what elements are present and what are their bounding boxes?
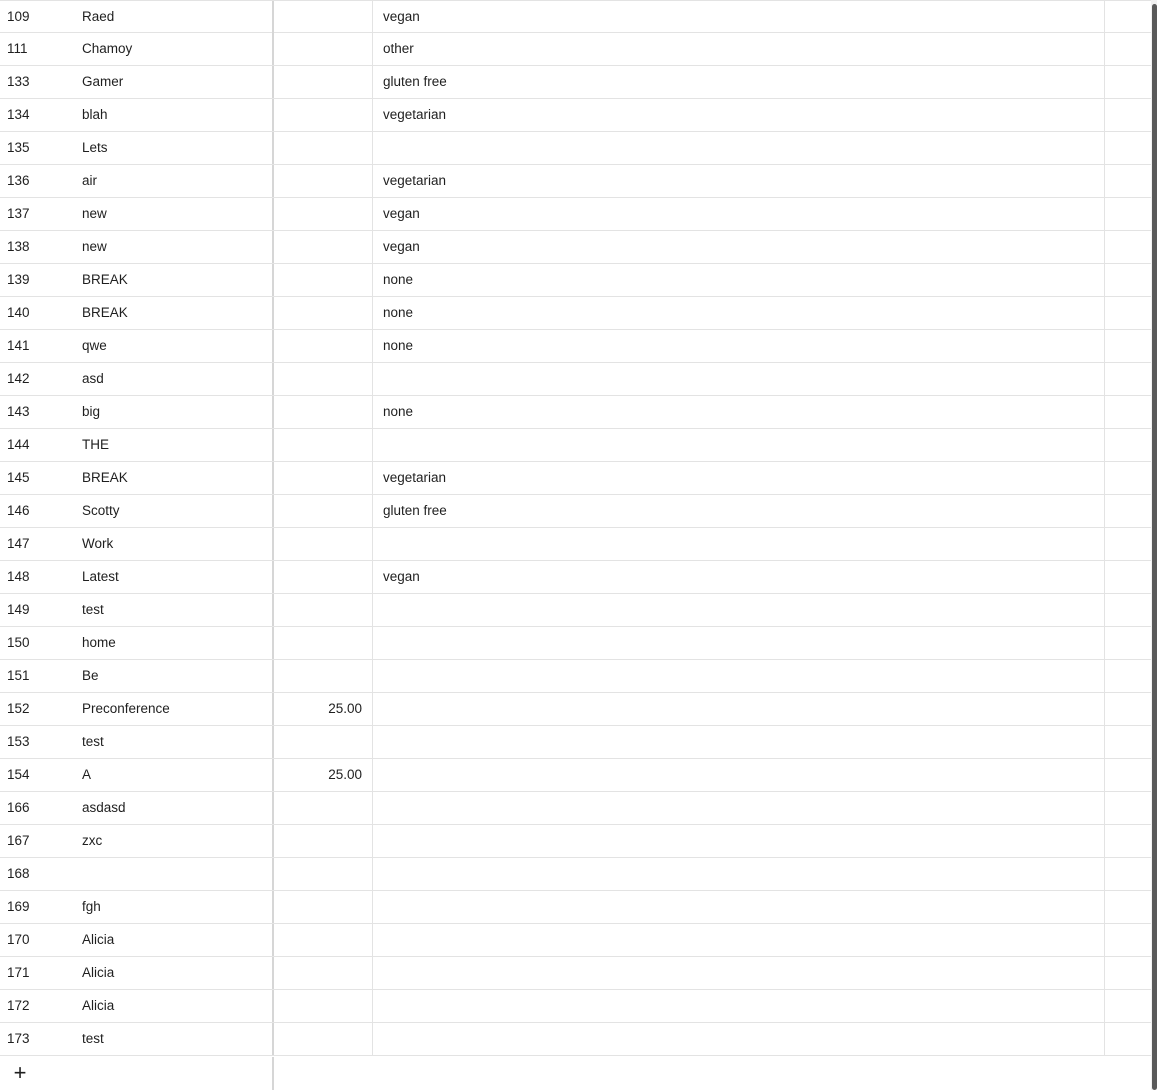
diet-cell[interactable]: gluten free — [372, 495, 1104, 527]
extra-cell[interactable] — [1104, 264, 1151, 296]
name-cell[interactable]: test — [82, 1031, 104, 1046]
extra-cell[interactable] — [1104, 561, 1151, 593]
extra-cell[interactable] — [1104, 429, 1151, 461]
id-cell[interactable]: 141 — [7, 338, 30, 353]
diet-cell[interactable] — [372, 957, 1104, 989]
id-cell[interactable]: 151 — [7, 668, 30, 683]
table-row[interactable] — [0, 363, 1151, 396]
table-row[interactable] — [0, 990, 1151, 1023]
id-cell[interactable]: 109 — [7, 9, 30, 24]
table-row[interactable] — [0, 924, 1151, 957]
name-cell[interactable]: home — [82, 635, 116, 650]
table-row[interactable] — [0, 792, 1151, 825]
id-cell[interactable]: 143 — [7, 404, 30, 419]
id-cell[interactable]: 137 — [7, 206, 30, 221]
diet-cell[interactable] — [372, 660, 1104, 692]
name-cell[interactable]: blah — [82, 107, 108, 122]
name-cell[interactable]: Scotty — [82, 503, 120, 518]
table-row[interactable] — [0, 1023, 1151, 1056]
extra-cell[interactable] — [1104, 363, 1151, 395]
id-cell[interactable]: 133 — [7, 74, 30, 89]
id-cell[interactable]: 168 — [7, 866, 30, 881]
name-cell[interactable]: big — [82, 404, 101, 419]
id-cell[interactable]: 149 — [7, 602, 30, 617]
extra-cell[interactable] — [1104, 924, 1151, 956]
table-row[interactable] — [0, 231, 1151, 264]
extra-cell[interactable] — [1104, 594, 1151, 626]
diet-cell[interactable] — [372, 528, 1104, 560]
id-cell[interactable]: 171 — [7, 965, 30, 980]
table-row[interactable] — [0, 66, 1151, 99]
name-cell[interactable]: A — [82, 767, 92, 782]
diet-cell[interactable]: vegan — [372, 231, 1104, 263]
name-cell[interactable]: Alicia — [82, 965, 115, 980]
price-cell[interactable] — [272, 891, 372, 923]
table-row[interactable] — [0, 561, 1151, 594]
id-cell[interactable]: 145 — [7, 470, 30, 485]
id-cell[interactable]: 146 — [7, 503, 30, 518]
price-cell[interactable] — [272, 924, 372, 956]
price-cell[interactable] — [272, 726, 372, 758]
diet-cell[interactable]: none — [372, 330, 1104, 362]
table-row[interactable] — [0, 726, 1151, 759]
price-cell[interactable] — [272, 99, 372, 131]
extra-cell[interactable] — [1104, 627, 1151, 659]
price-cell[interactable] — [272, 561, 372, 593]
price-cell[interactable] — [272, 627, 372, 659]
diet-cell[interactable] — [372, 1023, 1104, 1055]
id-cell[interactable]: 134 — [7, 107, 30, 122]
diet-cell[interactable] — [372, 825, 1104, 857]
name-cell[interactable]: Work — [82, 536, 114, 551]
table-row[interactable] — [0, 132, 1151, 165]
extra-cell[interactable] — [1104, 858, 1151, 890]
table-row[interactable] — [0, 0, 1151, 33]
name-cell[interactable]: Lets — [82, 140, 108, 155]
extra-cell[interactable] — [1104, 825, 1151, 857]
price-cell[interactable] — [272, 528, 372, 560]
name-cell[interactable]: BREAK — [82, 272, 128, 287]
diet-cell[interactable] — [372, 891, 1104, 923]
add-row-button plus-icon[interactable]: + — [13, 1060, 27, 1085]
price-cell[interactable] — [272, 495, 372, 527]
extra-cell[interactable] — [1104, 462, 1151, 494]
id-cell[interactable]: 169 — [7, 899, 30, 914]
diet-cell[interactable] — [372, 429, 1104, 461]
table-row[interactable] — [0, 759, 1151, 792]
table-row[interactable] — [0, 297, 1151, 330]
diet-cell[interactable]: other — [372, 33, 1104, 65]
price-cell[interactable] — [272, 957, 372, 989]
diet-cell[interactable] — [372, 594, 1104, 626]
price-cell[interactable] — [272, 990, 372, 1022]
price-cell[interactable] — [272, 198, 372, 230]
diet-cell[interactable]: vegan — [372, 1, 1104, 33]
price-cell[interactable] — [272, 165, 372, 197]
price-cell[interactable] — [272, 231, 372, 263]
diet-cell[interactable]: gluten free — [372, 66, 1104, 98]
diet-cell[interactable] — [372, 726, 1104, 758]
table-row[interactable] — [0, 825, 1151, 858]
name-cell[interactable]: BREAK — [82, 470, 128, 485]
id-cell[interactable]: 152 — [7, 701, 30, 716]
price-cell[interactable] — [272, 396, 372, 428]
id-cell[interactable]: 142 — [7, 371, 30, 386]
diet-cell[interactable] — [372, 627, 1104, 659]
extra-cell[interactable] — [1104, 33, 1151, 65]
id-cell[interactable]: 173 — [7, 1031, 30, 1046]
name-cell[interactable]: new — [82, 206, 107, 221]
extra-cell[interactable] — [1104, 792, 1151, 824]
frozen-column-divider — [272, 1057, 274, 1090]
extra-cell[interactable] — [1104, 726, 1151, 758]
price-cell[interactable] — [272, 66, 372, 98]
table-row[interactable] — [0, 495, 1151, 528]
price-cell[interactable] — [272, 660, 372, 692]
diet-cell[interactable] — [372, 990, 1104, 1022]
id-cell[interactable]: 147 — [7, 536, 30, 551]
diet-cell[interactable]: none — [372, 396, 1104, 428]
diet-cell[interactable] — [372, 792, 1104, 824]
id-cell[interactable]: 136 — [7, 173, 30, 188]
id-cell[interactable]: 167 — [7, 833, 30, 848]
id-cell[interactable]: 150 — [7, 635, 30, 650]
table-row[interactable] — [0, 198, 1151, 231]
extra-cell[interactable] — [1104, 231, 1151, 263]
name-cell[interactable]: asdasd — [82, 800, 126, 815]
diet-cell[interactable]: vegan — [372, 561, 1104, 593]
id-cell[interactable]: 166 — [7, 800, 30, 815]
name-cell[interactable]: Raed — [82, 9, 115, 24]
name-cell[interactable]: test — [82, 602, 104, 617]
extra-cell[interactable] — [1104, 396, 1151, 428]
table-row[interactable] — [0, 858, 1151, 891]
extra-cell[interactable] — [1104, 957, 1151, 989]
extra-cell[interactable] — [1104, 66, 1151, 98]
diet-cell[interactable] — [372, 924, 1104, 956]
name-cell[interactable]: BREAK — [82, 305, 128, 320]
table-row[interactable] — [0, 165, 1151, 198]
diet-cell[interactable] — [372, 132, 1104, 164]
price-cell[interactable] — [272, 1, 372, 33]
diet-cell[interactable]: none — [372, 297, 1104, 329]
name-cell[interactable]: Gamer — [82, 74, 124, 89]
extra-cell[interactable] — [1104, 759, 1151, 791]
price-cell[interactable] — [272, 825, 372, 857]
table-row[interactable] — [0, 627, 1151, 660]
name-cell[interactable]: fgh — [82, 899, 101, 914]
table-row[interactable] — [0, 891, 1151, 924]
table-row[interactable] — [0, 660, 1151, 693]
price-cell[interactable] — [272, 594, 372, 626]
name-cell[interactable]: asd — [82, 371, 104, 386]
extra-cell[interactable] — [1104, 198, 1151, 230]
name-cell[interactable]: air — [82, 173, 98, 188]
table-row[interactable] — [0, 396, 1151, 429]
diet-cell[interactable]: vegetarian — [372, 99, 1104, 131]
diet-cell[interactable]: vegetarian — [372, 462, 1104, 494]
diet-cell[interactable] — [372, 759, 1104, 791]
scrollbar-thumb[interactable] — [1152, 4, 1157, 1090]
extra-cell[interactable] — [1104, 99, 1151, 131]
vertical-scrollbar[interactable] — [1151, 0, 1157, 1090]
name-cell[interactable]: Alicia — [82, 998, 115, 1013]
table-row[interactable] — [0, 99, 1151, 132]
table-row[interactable] — [0, 264, 1151, 297]
id-cell[interactable]: 154 — [7, 767, 30, 782]
extra-cell[interactable] — [1104, 297, 1151, 329]
price-cell[interactable] — [272, 330, 372, 362]
extra-cell[interactable] — [1104, 330, 1151, 362]
price-cell[interactable] — [272, 429, 372, 461]
id-cell[interactable]: 138 — [7, 239, 30, 254]
id-cell[interactable]: 139 — [7, 272, 30, 287]
name-cell[interactable]: zxc — [82, 833, 103, 848]
extra-cell[interactable] — [1104, 693, 1151, 725]
id-cell[interactable]: 135 — [7, 140, 30, 155]
table-row[interactable] — [0, 693, 1151, 726]
table-row[interactable] — [0, 957, 1151, 990]
diet-cell[interactable]: vegan — [372, 198, 1104, 230]
table-row[interactable] — [0, 594, 1151, 627]
name-cell[interactable]: Chamoy — [82, 41, 133, 56]
table-row[interactable] — [0, 330, 1151, 363]
diet-cell[interactable]: vegetarian — [372, 165, 1104, 197]
id-cell[interactable]: 170 — [7, 932, 30, 947]
diet-cell[interactable] — [372, 858, 1104, 890]
price-cell[interactable] — [272, 33, 372, 65]
table-row[interactable] — [0, 528, 1151, 561]
extra-cell[interactable] — [1104, 891, 1151, 923]
id-cell[interactable]: 140 — [7, 305, 30, 320]
id-cell[interactable]: 172 — [7, 998, 30, 1013]
id-cell[interactable]: 148 — [7, 569, 30, 584]
id-cell[interactable]: 111 — [7, 41, 28, 56]
extra-cell[interactable] — [1104, 660, 1151, 692]
price-cell[interactable]: 25.00 — [272, 693, 372, 725]
name-cell[interactable] — [72, 858, 272, 890]
name-cell[interactable]: THE — [82, 437, 109, 452]
price-cell[interactable] — [272, 264, 372, 296]
diet-cell[interactable] — [372, 693, 1104, 725]
price-cell[interactable] — [272, 1023, 372, 1055]
extra-cell[interactable] — [1104, 1023, 1151, 1055]
id-cell[interactable]: 153 — [7, 734, 30, 749]
price-cell[interactable] — [272, 297, 372, 329]
id-cell[interactable]: 144 — [7, 437, 30, 452]
price-cell[interactable]: 25.00 — [272, 759, 372, 791]
name-cell[interactable]: new — [82, 239, 107, 254]
price-cell[interactable] — [272, 858, 372, 890]
extra-cell[interactable] — [1104, 495, 1151, 527]
table-row[interactable] — [0, 33, 1151, 66]
price-cell[interactable] — [272, 363, 372, 395]
add-row-bar — [0, 1057, 1151, 1090]
price-cell[interactable] — [272, 462, 372, 494]
extra-cell[interactable] — [1104, 528, 1151, 560]
price-cell[interactable] — [272, 132, 372, 164]
extra-cell[interactable] — [1104, 990, 1151, 1022]
price-cell[interactable] — [272, 792, 372, 824]
extra-cell[interactable] — [1104, 132, 1151, 164]
diet-cell[interactable] — [372, 363, 1104, 395]
table-row[interactable] — [0, 462, 1151, 495]
table-row[interactable] — [0, 429, 1151, 462]
name-cell[interactable]: test — [82, 734, 104, 749]
name-cell[interactable]: Alicia — [82, 932, 115, 947]
name-cell[interactable]: Latest — [82, 569, 119, 584]
diet-cell[interactable]: none — [372, 264, 1104, 296]
extra-cell[interactable] — [1104, 165, 1151, 197]
name-cell[interactable]: Be — [82, 668, 99, 683]
name-cell[interactable]: qwe — [82, 338, 107, 353]
name-cell[interactable]: Preconference — [82, 701, 170, 716]
extra-cell[interactable] — [1104, 1, 1151, 33]
